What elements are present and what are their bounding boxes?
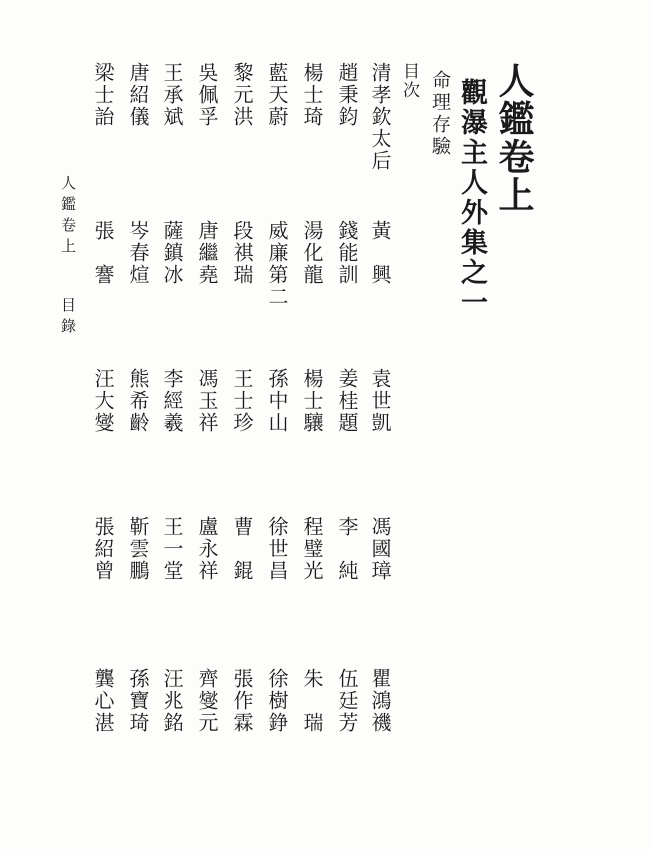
toc-entry: 汪大燮: [91, 368, 115, 434]
book-subtitle: 觀瀑主人外集之一: [456, 78, 487, 318]
toc-entry: 王一堂: [160, 516, 184, 582]
toc-entry: 龔心湛: [91, 668, 115, 734]
toc-entry: 瞿鴻禨: [368, 668, 392, 734]
running-section-label: 目錄: [59, 297, 77, 339]
toc-entry: 徐樹錚: [265, 668, 289, 734]
toc-entry: 楊士驤: [300, 368, 324, 434]
toc-entry: 熊希齡: [126, 368, 150, 434]
toc-entry: 王承斌: [160, 62, 184, 128]
toc-entry: 黎元洪: [230, 62, 254, 128]
toc-entry: 張作霖: [230, 668, 254, 734]
toc-entry: 吳佩孚: [195, 62, 219, 128]
toc-entry: 張紹曾: [91, 516, 115, 582]
toc-entry: 曹 錕: [230, 516, 254, 582]
toc-entry: 徐世昌: [265, 516, 289, 582]
toc-entry: 梁士詒: [91, 62, 115, 128]
toc-entry: 齊燮元: [195, 668, 219, 734]
toc-entry: 錢能訓: [335, 220, 359, 286]
toc-entry: 趙秉鈞: [335, 62, 359, 128]
toc-entry: 藍天蔚: [265, 62, 289, 128]
toc-entry: 朱 瑞: [300, 668, 324, 734]
toc-entry: 李 純: [335, 516, 359, 582]
toc-entry: 唐紹儀: [126, 62, 150, 128]
toc-entry: 王士珍: [230, 368, 254, 434]
toc-entry: 馮玉祥: [195, 368, 219, 434]
running-header: 人鑑卷上: [59, 175, 77, 259]
toc-entry: 伍廷芳: [335, 668, 359, 734]
toc-heading: 目次: [399, 62, 419, 100]
toc-entry: 薩鎮冰: [160, 220, 184, 286]
toc-entry: 袁世凱: [368, 368, 392, 434]
toc-entry: 張 謇: [91, 220, 115, 286]
toc-entry: 李經羲: [160, 368, 184, 434]
toc-entry: 湯化龍: [300, 220, 324, 286]
preface-heading: 命理存驗: [429, 70, 451, 158]
toc-entry: 汪兆銘: [160, 668, 184, 734]
toc-entry: 孫中山: [265, 368, 289, 434]
toc-entry: 馮國璋: [368, 516, 392, 582]
toc-entry: 岑春煊: [126, 220, 150, 286]
toc-entry: 威廉第二: [265, 220, 289, 308]
toc-entry: 黃 興: [368, 220, 392, 286]
toc-entry: 唐繼堯: [195, 220, 219, 286]
toc-entry: 段祺瑞: [230, 220, 254, 286]
toc-entry: 孫寶琦: [126, 668, 150, 734]
book-title: 人鑑卷上: [493, 62, 535, 214]
toc-entry: 楊士琦: [300, 62, 324, 128]
toc-entry: 程璧光: [300, 516, 324, 582]
toc-entry: 清孝欽太后: [368, 62, 392, 172]
toc-entry: 姜桂題: [335, 368, 359, 434]
toc-entry: 靳雲鵬: [126, 516, 150, 582]
toc-entry: 盧永祥: [195, 516, 219, 582]
